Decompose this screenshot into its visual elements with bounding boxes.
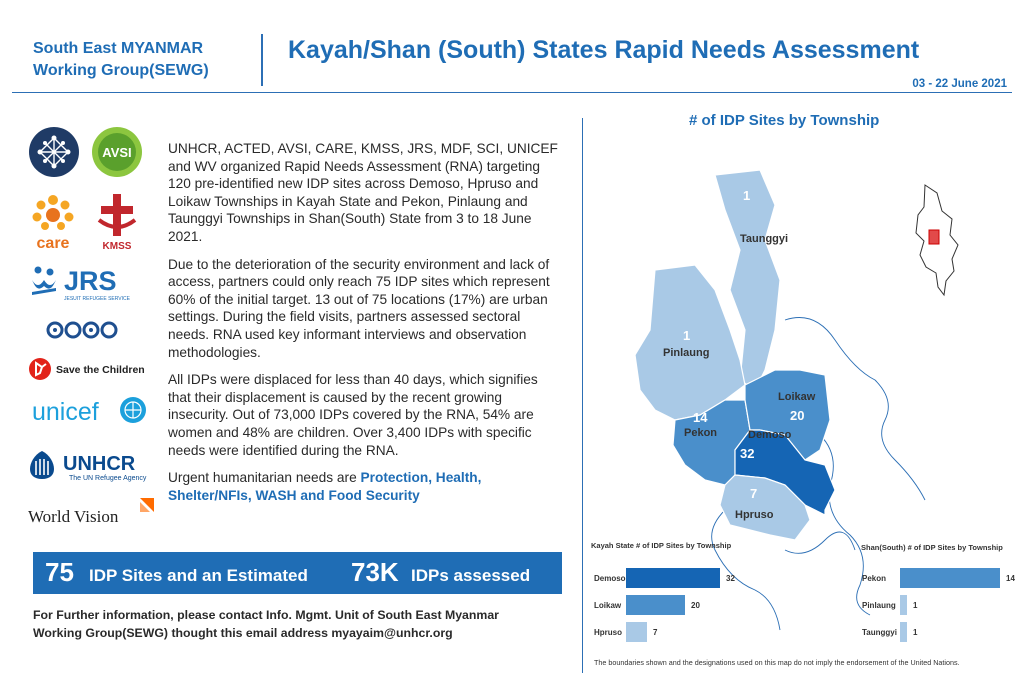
avsi-logo-text: AVSI: [102, 145, 132, 160]
assessment-summary: [168, 140, 560, 514]
save-the-children-logo: [28, 355, 152, 388]
organization-name: [33, 38, 209, 82]
kmss-logo-text: KMSS: [102, 241, 132, 252]
idps-number: 73K: [351, 557, 399, 587]
hpruso-label: Hpruso: [735, 509, 774, 521]
jrs-logo-text: JRS: [64, 266, 117, 296]
unhcr-logo: [25, 447, 155, 488]
avsi-logo: [91, 126, 143, 183]
sites-number: 75: [45, 557, 74, 587]
kayah-bar-value-hpruso: 7: [653, 628, 658, 637]
urgent-needs-lead: Urgent humanitarian needs are: [168, 470, 361, 486]
contact-info: [33, 606, 553, 642]
hpruso-sites: 7: [750, 486, 758, 501]
shan-bar-pekon: [900, 568, 1000, 588]
org-line-2: Working Group(SEWG): [33, 62, 209, 79]
shan-chart-title: Shan(South) # of IDP Sites by Township: [861, 543, 1003, 552]
summary-paragraph-2: Due to the deterioration of the security environment and lack of access, partners could only reach 75 IDP sites which represent 60% of the initial target. 13 out of 75 locations (17%) are urban settings. During the field visits, partners assessed sectoral needs. RNA used key informant interviews and observation methodologies.: [168, 256, 550, 360]
kayah-chart-title: Kayah State # of IDP Sites by Township: [591, 541, 732, 550]
shan-bar-pinlaung: [900, 595, 907, 615]
shan-bar-label-pinlaung: Pinlaung: [862, 601, 896, 610]
summary-paragraph-1: UNHCR, ACTED, AVSI, CARE, KMSS, JRS, MDF, SCI, UNICEF and WV organized Rapid Needs Assessment (RNA) targeting 120 pre-identified new IDP sites across Demoso, Hpruso and Loikaw Townships in Kayah State and Pekon, Pinlaung and Taunggyi Townships in Shan(South) State from 3 to 18 June 2021.: [168, 141, 558, 244]
acted-logo: [28, 126, 80, 183]
kayah-bar-label-loikaw: Loikaw: [594, 601, 622, 610]
header-divider: [261, 34, 263, 86]
header-rule: [12, 92, 1012, 93]
shan-bar-value-pinlaung: 1: [913, 601, 918, 610]
mdf-logo: [45, 318, 121, 347]
shan-bar-label-pekon: Pekon: [862, 574, 887, 583]
report-date: 03 - 22 June 2021: [912, 78, 1007, 90]
map-disclaimer: The boundaries shown and the designations used on this map do not imply the endorsement of the United Nations.: [594, 658, 960, 667]
pinlaung-sites: 1: [683, 328, 691, 343]
kayah-bar-label-hpruso: Hpruso: [594, 628, 622, 637]
kayah-bar-label-demoso: Demoso: [594, 574, 626, 583]
kayah-bar-demoso: [626, 568, 720, 588]
contact-line-2: Working Group(SEWG) thought this email address myayaim@unhcr.org: [33, 626, 453, 640]
shan-bar-taunggyi: [900, 622, 907, 642]
save-the-children-text: Save the Children: [56, 364, 145, 376]
sites-text: IDP Sites and an Estimated: [89, 566, 308, 585]
shan-bar-value-pekon: 14: [1006, 574, 1015, 583]
pekon-sites: 14: [693, 410, 708, 425]
urgent-needs-highlight: Protection, Health, Shelter/NFIs, WASH and Food Security: [168, 470, 482, 503]
org-line-1: South East MYANMAR: [33, 40, 204, 57]
myanmar-inset-map: [916, 185, 958, 295]
kayah-bar-value-loikaw: 20: [691, 601, 700, 610]
kayah-bar-hpruso: [626, 622, 647, 642]
shan-bar-label-taunggyi: Taunggyi: [862, 628, 897, 637]
care-logo-text: care: [36, 235, 70, 252]
shan-bar-value-taunggyi: 1: [913, 628, 918, 637]
demoso-label: Demoso: [748, 429, 792, 441]
unicef-logo: [32, 394, 150, 433]
pekon-label: Pekon: [684, 427, 718, 439]
kayah-bar-value-demoso: 32: [726, 574, 735, 583]
summary-paragraph-3: All IDPs were displaced for less than 40 days, which signifies that their displacement is caused by the recent growing insecurity. Out of 73,000 IDPs covered by the RNA, 54% are women and 48% are children. Over 3,400 IDPs with specific needs were identified during the RNA.: [168, 372, 538, 458]
column-divider: [582, 118, 583, 673]
unhcr-logo-subtext: The UN Refugee Agency: [69, 475, 147, 482]
summary-paragraph-4: [168, 469, 560, 504]
kayah-bar-loikaw: [626, 595, 685, 615]
taunggyi-sites: 1: [743, 188, 751, 203]
kmss-logo: [91, 190, 143, 257]
care-logo: [28, 190, 78, 257]
unicef-logo-text: unicef: [32, 398, 99, 426]
map-title: # of IDP Sites by Township: [689, 112, 880, 129]
page-title: Kayah/Shan (South) States Rapid Needs Assessment: [288, 36, 920, 64]
pinlaung-label: Pinlaung: [663, 347, 710, 359]
idps-text: IDPs assessed: [411, 566, 531, 585]
contact-line-1: For Further information, please contact Info. Mgmt. Unit of South East Myanmar: [33, 608, 499, 622]
loikaw-label: Loikaw: [778, 391, 816, 403]
jrs-logo: [28, 262, 146, 309]
world-vision-text: World Vision: [28, 507, 119, 526]
key-figures-banner: [33, 552, 562, 594]
jrs-logo-subtext: JESUIT REFUGEE SERVICE: [64, 296, 130, 302]
taunggyi-label: Taunggyi: [740, 233, 789, 245]
loikaw-sites: 20: [790, 408, 805, 423]
demoso-sites: 32: [740, 446, 755, 461]
unhcr-logo-text: UNHCR: [63, 453, 136, 475]
world-vision-logo: [28, 496, 156, 531]
inset-highlight: [929, 230, 939, 244]
